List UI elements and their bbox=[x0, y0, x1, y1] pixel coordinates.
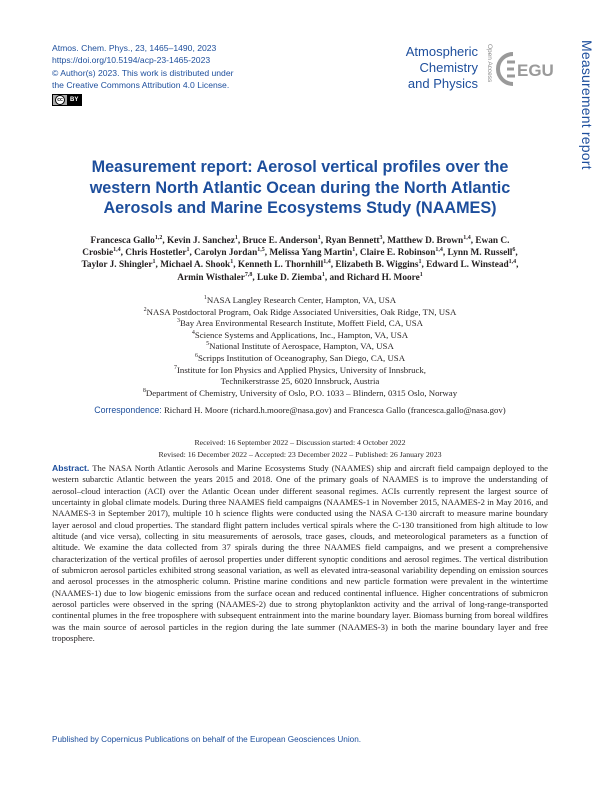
citation-header bbox=[52, 42, 292, 106]
author-name: Elizabeth B. Wiggins$^1$ bbox=[335, 259, 422, 271]
author-name: Ryan Bennett$^3$ bbox=[325, 235, 383, 246]
correspondence-text: Richard H. Moore (richard.h.moore@nasa.gov) and Francesca Gallo (francesca.gallo@nasa.gov) bbox=[163, 405, 506, 415]
egu-logo-icon bbox=[493, 50, 554, 88]
cc-icon: cc bbox=[55, 95, 65, 105]
author-affiliation-sup: 1,4 bbox=[463, 235, 471, 241]
by-label: BY bbox=[67, 95, 81, 105]
affiliation: $^2$NASA Postdoctoral Program, Oak Ridge Associated Universities, Oak Ridge, TN, USA bbox=[143, 306, 457, 317]
author-affiliation-sup: 1,4 bbox=[508, 259, 517, 266]
author-name: Taylor J. Shingler$^1$ bbox=[81, 259, 156, 271]
author-list: Francesca Gallo$^{1,2}$, Kevin J. Sanchez$^1$, Bruce E. Anderson$^1$, Ryan Bennett$^3$, Matthew D. Brown$^{1,4}$, Ewan C. Crosbie$^{1,4}$, Chris Hostetler$^1$, Carolyn Jordan$^{1,5}$, Melissa Yang Martin$^1$, Claire E. Robinson$^{1,4}$, Lynn M. Russell$^6$, Taylor J. Shingler$^1$, Michael A. Shook$^1$, Kenneth L. Thornhill$^{1,4}$, Elizabeth B. Wiggins$^1$, Edward L. Winstead$^{1,4}$, Armin Wisthaler$^{7,8}$, Luke D. Ziemba$^1$, and Richard H. Moore$^1$ bbox=[81, 235, 519, 283]
side-tab-label: Measurement report bbox=[579, 40, 595, 170]
author-affiliation-sup: 7,8 bbox=[244, 271, 253, 278]
correspondence-label: Correspondence: bbox=[94, 405, 162, 415]
author-name: Lynn M. Russell$^6$ bbox=[447, 247, 516, 259]
author-affiliation-sup: 1 bbox=[317, 235, 321, 241]
author-name: Carolyn Jordan$^{1,5}$ bbox=[194, 247, 265, 259]
affiliation: $^5$National Institute of Aerospace, Hampton, VA, USA bbox=[206, 341, 394, 352]
correspondence bbox=[90, 405, 510, 417]
affiliation: $^8$Department of Chemistry, University of Oslo, P.O. 1033 – Blindern, 0315 Oslo, Norway bbox=[142, 387, 458, 398]
author-name: Edward L. Winstead$^{1,4}$ bbox=[426, 259, 517, 271]
affiliation-number: 8 bbox=[142, 387, 146, 394]
author-affiliation-sup: 1,5 bbox=[257, 247, 265, 254]
affiliation-list bbox=[70, 295, 530, 399]
affiliation: $^3$Bay Area Environmental Research Institute, Moffett Field, CA, USA bbox=[177, 318, 423, 329]
author-name: Kenneth L. Thornhill$^{1,4}$ bbox=[237, 259, 331, 271]
publisher-footer[interactable]: Published by Copernicus Publications on behalf of the European Geosciences Union. bbox=[52, 735, 362, 744]
license-link[interactable]: the Creative Commons Attribution 4.0 License. bbox=[52, 80, 230, 91]
author-name: Bruce E. Anderson$^1$ bbox=[242, 235, 321, 246]
author-affiliation-sup: 1 bbox=[230, 259, 234, 266]
affiliation: $^4$Science Systems and Applications, Inc., Hampton, VA, USA bbox=[191, 329, 409, 340]
author-affiliation-sup: 1,4 bbox=[323, 259, 331, 266]
affiliation-number: 3 bbox=[177, 318, 181, 325]
journal-name-line1: Atmospheric bbox=[405, 44, 478, 59]
author-name: Michael A. Shook$^1$ bbox=[160, 259, 234, 271]
author-name: Francesca Gallo$^{1,2}$ bbox=[90, 235, 163, 246]
author-affiliation-sup: 1 bbox=[186, 247, 190, 254]
side-tab bbox=[559, 0, 600, 786]
author-name: Kevin J. Sanchez$^1$ bbox=[166, 235, 238, 246]
journal-name-line3: and Physics bbox=[407, 76, 478, 91]
doi-link[interactable]: https://doi.org/10.5194/acp-23-1465-2023 bbox=[52, 55, 211, 66]
license-line: © Author(s) 2023. This work is distributed under bbox=[52, 67, 234, 78]
affiliation-number: 6 bbox=[194, 352, 198, 359]
author-affiliation-sup: 1 bbox=[352, 247, 356, 254]
affiliation: $^6$Scripps Institution of Oceanography, San Diego, CA, USA bbox=[194, 352, 406, 363]
author-affiliation-sup: 1,4 bbox=[435, 247, 443, 254]
author-affiliation-sup: 1 bbox=[152, 259, 156, 266]
affiliation-number: 2 bbox=[143, 306, 147, 313]
author-affiliation-sup: 6 bbox=[512, 247, 516, 254]
affiliation-number: 4 bbox=[191, 329, 195, 336]
author-affiliation-sup: 1 bbox=[419, 271, 423, 278]
journal-name bbox=[396, 44, 478, 92]
affiliation: Technikerstrasse 25, 6020 Innsbruck, Austria bbox=[220, 376, 380, 387]
author-affiliation-sup: 3 bbox=[379, 235, 383, 241]
affiliation: $^7$Institute for Ion Physics and Applied Physics, University of Innsbruck, bbox=[174, 364, 426, 375]
paper-title: Measurement report: Aerosol vertical profiles over the western North Atlantic Ocean during the North Atlantic Aerosols and Marine Ecosystems Study (NAAMES) bbox=[89, 158, 511, 217]
abstract bbox=[52, 463, 548, 645]
affiliation-number: 7 bbox=[174, 364, 177, 371]
author-affiliation-sup: 1 bbox=[418, 259, 422, 266]
abstract-label: Abstract. bbox=[52, 463, 90, 473]
author-name: Melissa Yang Martin$^1$ bbox=[269, 247, 356, 259]
author-name: Chris Hostetler$^1$ bbox=[125, 247, 190, 259]
publication-dates bbox=[70, 437, 530, 461]
author-affiliation-sup: 1,2 bbox=[154, 235, 163, 241]
author-name: Armin Wisthaler$^{7,8}$ bbox=[177, 271, 253, 283]
dates-line1: Received: 16 September 2022 – Discussion started: 4 October 2022 bbox=[194, 438, 406, 447]
cc-by-badge[interactable] bbox=[52, 94, 82, 106]
author-name: Richard H. Moore$^1$ bbox=[346, 271, 423, 283]
dates-line2: Revised: 16 December 2022 – Accepted: 23 December 2022 – Published: 26 January 2023 bbox=[158, 449, 442, 459]
author-name: Luke D. Ziemba$^1$ bbox=[257, 271, 325, 283]
abstract-text: The NASA North Atlantic Aerosols and Marine Ecosystems Study (NAAMES) ship and aircraft field campaign deployed to the western subarctic Atlantic between the years 2015 and 2018. One of the primary goals of NAAMES is to improve the understanding of aerosol–cloud interaction (ACI) over the Atlantic Ocean under different seasonal regimes. ACIs currently represent the largest source of uncertainty in global climate models. During three NAAMES field campaigns (NAAMES-1 in November 2015, NAAMES-2 in May 2016, and NAAMES-3 in September 2017), multiple 10 h science flights were conducted using the NASA C-130 aircraft to measure marine boundary layer aerosol and cloud properties. The standard flight pattern includes vertical spirals where the C-130 transitioned from high altitude to low altitude (and vice versa), collecting in situ measurements of aerosols, trace gases, clouds, and meteorological parameters as a function of altitude. We examine the data collected from 37 spirals during the three NAAMES field campaigns, and we present a comprehensive characterization of the vertical profiles of aerosol properties under different synoptic conditions and aerosol regimes. The vertical distribution of submicron aerosol particles exhibited strong seasonal variation, as well as elevated intra-seasonal variability depending on emission sources and aerosol processes in the atmospheric column. Pristine marine conditions and new particle formation were prevalent in the wintertime (NAAMES-1) due to low biogenic emissions from the surface ocean and reduced continental influence. Higher concentrations of submicron aerosol particles were observed in the spring (NAAMES-2) due to strong phytoplankton activity and the arrival of long-range-transported continental plumes in the free troposphere with subsequent entrainment into the marine boundary layer. Biomass burning from boreal wildfires was the main source of aerosol particles in the region during the late summer (NAAMES-3) in both the marine boundary layer and free troposphere. bbox=[52, 463, 549, 644]
journal-name-line2: Chemistry bbox=[419, 60, 478, 75]
author-name: Claire E. Robinson$^{1,4}$ bbox=[359, 247, 443, 259]
affiliation-number: 1 bbox=[203, 295, 207, 301]
author-name: Ewan C. Crosbie$^{1,4}$ bbox=[82, 236, 510, 259]
author-affiliation-sup: 1,4 bbox=[113, 247, 121, 254]
citation-line: Atmos. Chem. Phys., 23, 1465–1490, 2023 bbox=[52, 43, 217, 53]
open-access-label: Open Access bbox=[486, 44, 493, 83]
author-affiliation-sup: 1 bbox=[234, 235, 238, 241]
author-name: Matthew D. Brown$^{1,4}$ bbox=[387, 235, 471, 246]
affiliation-number: 5 bbox=[206, 341, 210, 348]
egu-logo-text: EGU bbox=[517, 61, 554, 80]
affiliation: $^1$NASA Langley Research Center, Hampton, VA, USA bbox=[203, 295, 397, 305]
author-affiliation-sup: 1 bbox=[321, 271, 325, 278]
